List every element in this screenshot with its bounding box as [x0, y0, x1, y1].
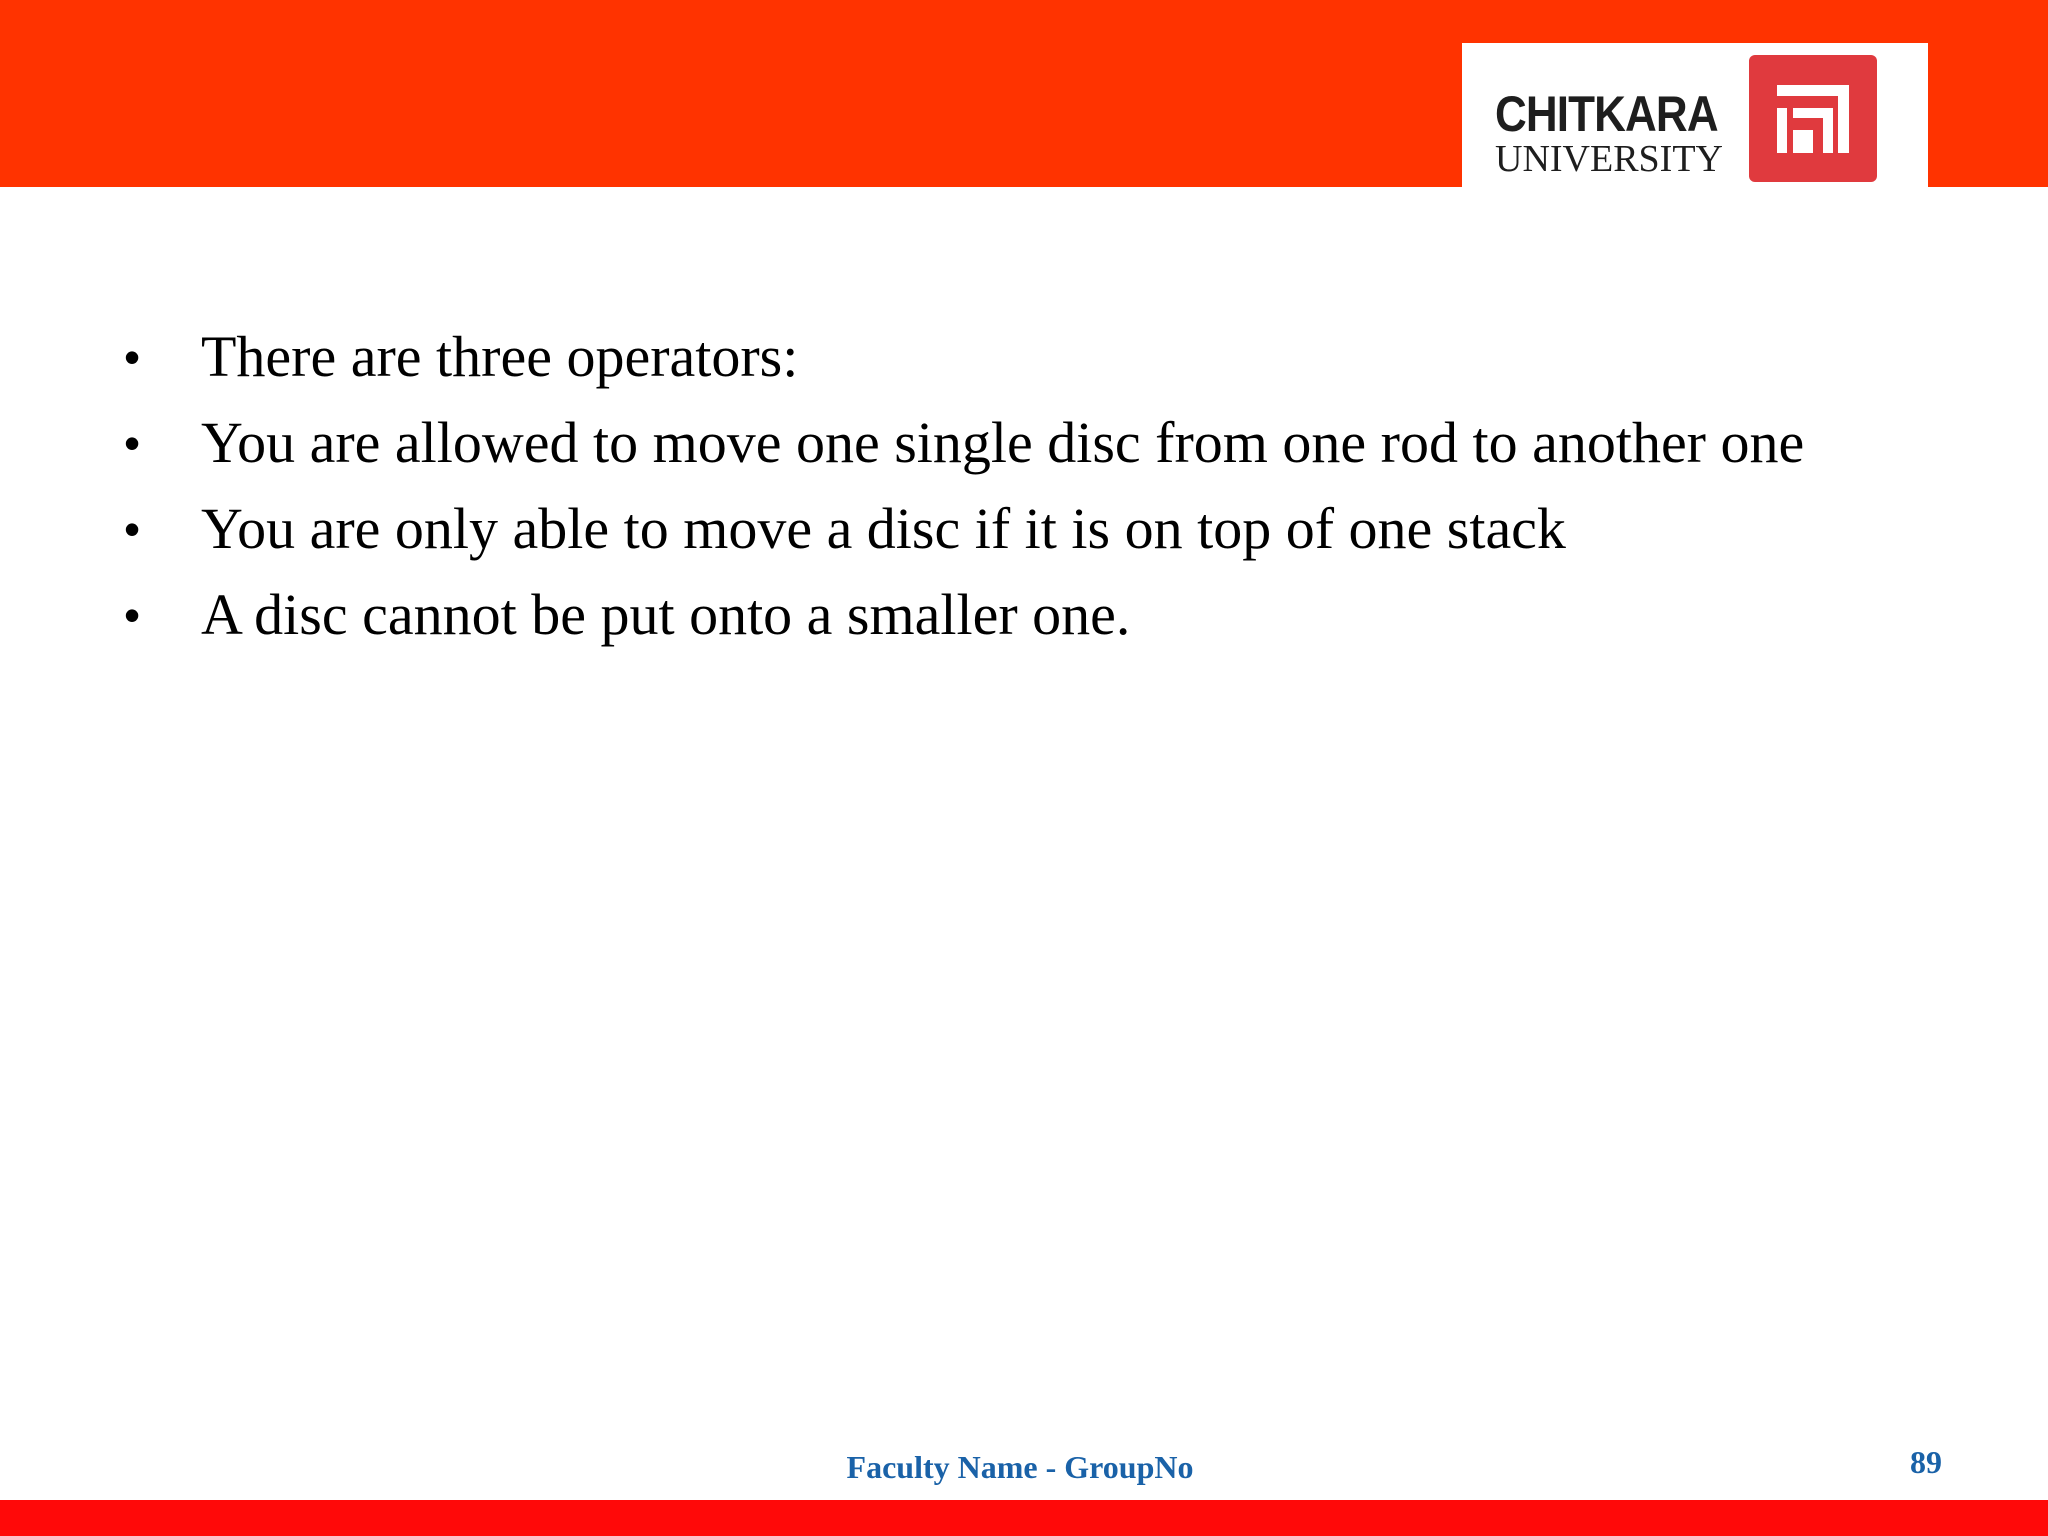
university-logo	[1462, 43, 1928, 187]
bullet-item	[0, 404, 2048, 482]
bullet-item	[0, 490, 2048, 568]
bullet-text: A disc cannot be put onto a smaller one.	[201, 582, 1131, 647]
bullet-list	[0, 318, 2048, 662]
bullet-item	[0, 576, 2048, 654]
bullet-dot: •	[124, 331, 141, 383]
bullet-dot: •	[124, 589, 141, 641]
logo-name: CHITKARA	[1495, 86, 1718, 142]
bullet-text: You are only able to move a disc if it is on top of one stack	[201, 496, 1566, 561]
chitkara-logo-mark-icon	[1749, 55, 1877, 182]
logo-subtitle: UNIVERSITY	[1495, 138, 1723, 180]
bullet-item	[0, 318, 2048, 396]
bullet-dot: •	[124, 503, 141, 555]
footer-bar	[0, 1500, 2048, 1536]
bullet-dot: •	[124, 417, 141, 469]
bullet-text: There are three operators:	[201, 324, 799, 389]
logo-wordmark	[1495, 86, 1745, 180]
footer-faculty-name: Faculty Name - GroupNo	[846, 1449, 1194, 1485]
bullet-text: You are allowed to move one single disc from one rod to another one	[201, 410, 1805, 475]
page-number: 89	[1910, 1444, 1942, 1480]
